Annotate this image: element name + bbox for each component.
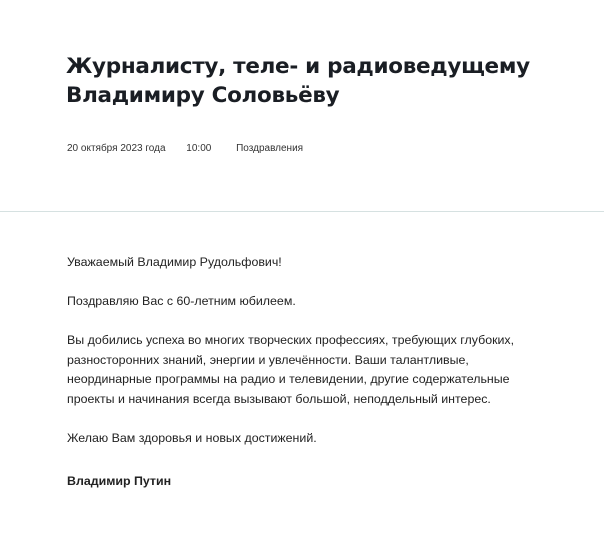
article-meta xyxy=(67,143,303,154)
main-paragraph: Вы добились успеха во многих творческих профессиях, требующих глубоких, разносторонних знаний, энергии и увлечённости. Ваши талантливые, неординарные программы на радио и телевидении, другие содержательные проекты и начинания всегда вызывают большой, неподдельный интерес. xyxy=(67,333,515,406)
article-date: 20 октября 2023 года xyxy=(67,143,166,154)
article-title: Журналисту, теле- и радиоведущему Владимиру Соловьёву xyxy=(66,54,530,108)
article-body xyxy=(67,253,537,468)
article-time: 10:00 xyxy=(186,143,212,154)
header-divider xyxy=(0,211,604,212)
signature: Владимир Путин xyxy=(67,474,172,488)
article-header xyxy=(0,0,604,212)
greeting-paragraph: Уважаемый Владимир Рудольфович! xyxy=(67,255,282,269)
congratulation-paragraph: Поздравляю Вас с 60-летним юбилеем. xyxy=(67,294,296,308)
article-category-link[interactable]: Поздравления xyxy=(236,143,304,154)
wishes-paragraph: Желаю Вам здоровья и новых достижений. xyxy=(67,430,317,445)
